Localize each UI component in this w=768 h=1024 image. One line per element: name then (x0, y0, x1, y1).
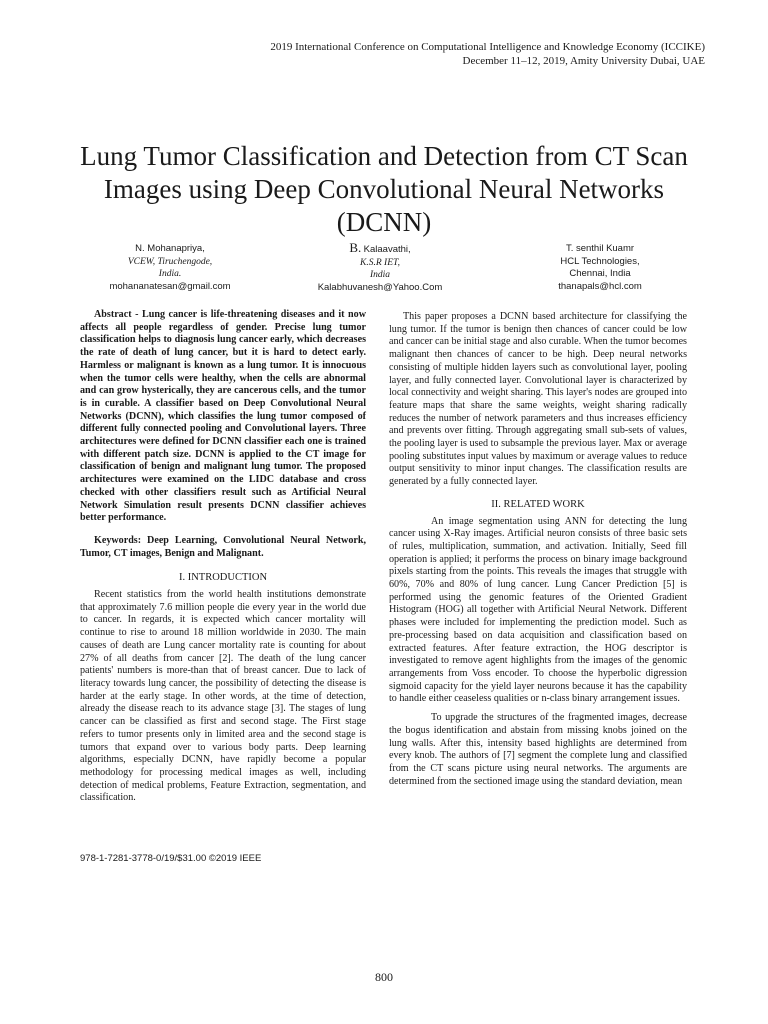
page-number: 800 (375, 970, 393, 984)
author-affiliation: K.S.R IET, (360, 257, 400, 268)
author-email: mohananatesan@gmail.com (109, 280, 231, 292)
author-name: B. Kalaavathi, (349, 240, 411, 255)
conference-name: 2019 International Conference on Computational Intelligence and Knowledge Economy (ICCIKE) (270, 41, 705, 53)
author-email: Kalabhuvanesh@Yahoo.Com (317, 281, 443, 293)
related-work-paragraph-2: To upgrade the structures of the fragmented images, decrease the bogus identification and abstain from missing knobs joined on the lung walls. After this, intensity based highlights are determined from every knob. The authors of [7] segment the complete lung and classified from the CT scans picture using neural networks. The arguments are determined from the sectioned image using the standard deviation, mean (389, 712, 687, 787)
author-email: thanapals@hcl.com (558, 280, 642, 292)
right-column (389, 311, 687, 788)
author-3 (520, 243, 680, 293)
author-country: India (369, 270, 391, 280)
related-work-paragraph-1: An image segmentation using ANN for detecting the lung cancer using X-Ray images. Artificial neuron consists of three basic sets of rules, multiplication, summation, and activation. Initially, Seed fill operation is applied; it performs the process on binary image background pixels starting from the points. This reveals the images that struggle with 60%, 70% and 80% of lung cancer. Lung Cancer Prediction [5] is performed using the genomic features of the Oriented Gradient Histogram (HOG) all together with Artificial Neural Network. Different phases were included for implementing the prediction model. Such as pre-processing based on data acquisition and classification based on extracted features. After feature extraction, the HOG descriptor is investigated to remove agent highlights from the images of the genomic arrangements from Voss encoder. To choose the hyperbolic digression sigmoid capacity for the yield layer neurons because it has the capability to handle either ceaseless qualities or n-class binary arrangement issues. (389, 515, 687, 705)
conference-header (270, 40, 705, 68)
conference-date-venue: December 11–12, 2019, Amity University Dubai, UAE (462, 55, 705, 67)
author-affiliation: VCEW, Tiruchengode, (127, 256, 213, 267)
copyright-footer: 978-1-7281-3778-0/19/$31.00 ©2019 IEEE (80, 853, 262, 864)
author-name: N. Mohanapriya, (135, 243, 205, 254)
section-heading-introduction: I. INTRODUCTION (178, 572, 268, 584)
architecture-paragraph: This paper proposes a DCNN based architecture for classifying the lung tumor. If the tumor is benign then chances of cancer could be low and cancer can be initial stage and also curable. When the tumor becomes malignant then chances of cancer to be high. Deep neural networks consisting of multiple hidden layers such as convolutional layer, pooling layer, and fully connected layer. Convolutional layer is characterized by local connectivity and weight sharing. This layer's nodes are grouped into feature maps that share the same weights, weight sharing radically reduces the number of network parameters and thus increases efficiency and prevents over fitting. Through aggregating small sub-sets of values, the pooling layer is used to subsample the previous layer. Max or average pooling substitutes input values by maximum or average values to reduce output sensitivity to minor input changes. The classification results are generated by a fully connected layer. (389, 311, 687, 488)
section-heading-related-work: II. RELATED WORK (491, 498, 585, 510)
left-column (80, 309, 366, 805)
author-affiliation: HCL Technologies, (560, 255, 640, 267)
author-country: Chennai, India (569, 268, 631, 279)
paper-title: Lung Tumor Classification and Detection from CT Scan Images using Deep Convolutional Neural Networks (DCNN) (80, 141, 688, 237)
author-2 (300, 242, 460, 294)
author-1 (95, 243, 245, 293)
introduction-paragraph: Recent statistics from the world health institutions demonstrate that approximately 7.6 million people die every year in the world due to cancer. In regards, it is expected which cancer mortality will continue to rise to around 18 million worldwide in 2030. The main causes of death are Lung cancer mortality rate is counting for about 27% of all deaths from cancer [2]. The death of the lung cancer patients' numbers is more-than that of breast cancer. Due to lack of literacy towards lung cancer, the possibility of detecting the disease is harder at the early stage. In other words, at the time of detection, already the disease reach to its advance stage [3]. The stages of lung cancer can be classified as first and second stage. The First stage refers to tumor presents only in limited area and the second stage is tumors that expand over to various body parts. Deep learning algorithms, especially DCNN, have rapidly become a popular methodology for processing medical images as well, including detection of medical problems, Feature Extraction, segmentation, and classification. (80, 589, 366, 804)
keywords: Keywords: Deep Learning, Convolutional Neural Network, Tumor, CT images, Benign and Malignant. (80, 534, 366, 559)
author-name: T. senthil Kuamr (565, 243, 635, 254)
abstract: Abstract - Lung cancer is life-threatening diseases and it now affects all people regardless of gender. Precise lung tumor classification helps to diagnosis lung cancer early, which decreases the rate of death of lung cancer, but it is hard to detect early. Harmless or malignant is known as a lung tumor. It is innocuous when the tumor cells were healthy, when the cells are abnormal and can grow hysterically, they are cancerous cells, and the tumor is in curable. A classifier based on Deep Convolutional Neural Networks (DCNN), which classifies the lung tumor composed of different fully connected pooling and Convolutional layers. Three architectures were defined for DCNN classifier each one is trained with different patch size. DCNN is applied to the CT image for classification of benign and malignant lung tumor. The proposed architectures were examined on the LIDC database and cross checked with other classifiers result such as Artificial Neural Network Simulation result presents DCNN classifier achieves better performance. (80, 309, 366, 524)
author-country: India. (158, 269, 182, 279)
